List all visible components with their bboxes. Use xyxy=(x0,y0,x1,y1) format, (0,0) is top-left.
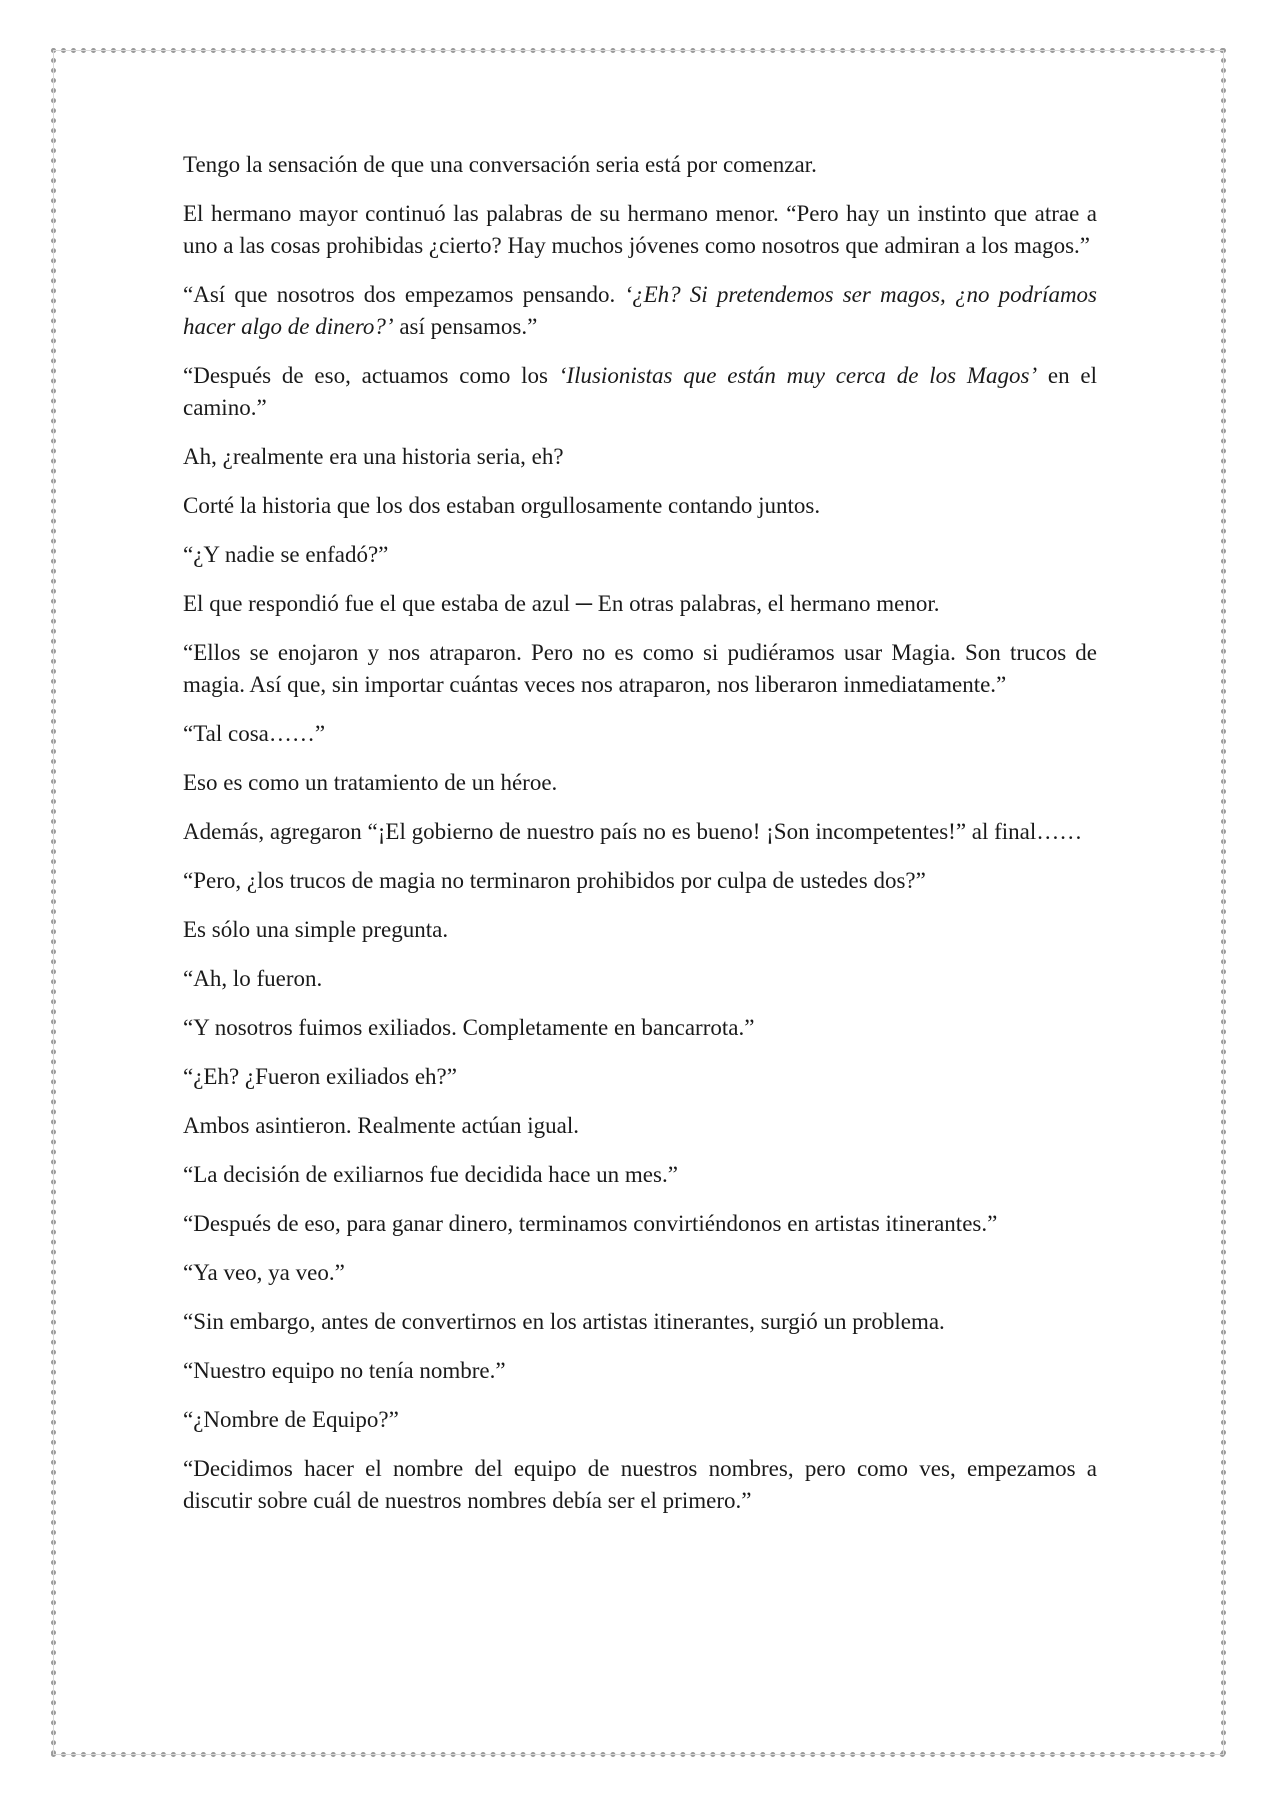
paragraph-text: “Ya veo, ya veo.” xyxy=(183,1260,345,1285)
paragraph xyxy=(183,539,1097,571)
paragraph xyxy=(183,816,1097,848)
paragraph xyxy=(183,1208,1097,1240)
paragraph-text: “Tal cosa……” xyxy=(183,721,326,746)
paragraph-text: “¿Nombre de Equipo?” xyxy=(183,1407,399,1432)
paragraph-text: en el camino.” xyxy=(183,363,1097,420)
paragraph xyxy=(183,1012,1097,1044)
document-body xyxy=(183,149,1097,1534)
paragraph-text: “Así que nosotros dos empezamos pensando. xyxy=(183,282,625,307)
paragraph-text: Además, agregaron “¡El gobierno de nuestro país no es bueno! ¡Son incompetentes!” al final…… xyxy=(183,819,1083,844)
paragraph-text: “Después de eso, actuamos como los xyxy=(183,363,559,388)
paragraph-text: Tengo la sensación de que una conversación seria está por comenzar. xyxy=(183,152,817,177)
paragraph xyxy=(183,1257,1097,1289)
paragraph xyxy=(183,914,1097,946)
paragraph xyxy=(183,767,1097,799)
paragraph xyxy=(183,360,1097,424)
paragraph xyxy=(183,588,1097,620)
paragraph xyxy=(183,637,1097,701)
paragraph xyxy=(183,149,1097,181)
paragraph xyxy=(183,279,1097,343)
paragraph-text: Eso es como un tratamiento de un héroe. xyxy=(183,770,558,795)
paragraph-text: “Ah, lo fueron. xyxy=(183,966,323,991)
paragraph xyxy=(183,490,1097,522)
italic-text: ‘¿Eh? Si pretendemos ser magos, ¿no podríamos hacer algo de dinero?’ xyxy=(183,282,1098,339)
paragraph-text: “Pero, ¿los trucos de magia no terminaron prohibidos por culpa de ustedes dos?” xyxy=(183,868,926,893)
paragraph xyxy=(183,718,1097,750)
paragraph xyxy=(183,963,1097,995)
paragraph-text: “¿Eh? ¿Fueron exiliados eh?” xyxy=(183,1064,457,1089)
paragraph xyxy=(183,1404,1097,1436)
paragraph-text: Ambos asintieron. Realmente actúan igual. xyxy=(183,1113,579,1138)
paragraph xyxy=(183,198,1097,262)
paragraph-text: “¿Y nadie se enfadó?” xyxy=(183,542,389,567)
paragraph-text: El hermano mayor continuó las palabras de su hermano menor. “Pero hay un instinto que atrae a uno a las cosas prohibidas ¿cierto? Hay muchos jóvenes como nosotros que admiran a los magos.” xyxy=(183,201,1097,258)
paragraph-text: “Después de eso, para ganar dinero, terminamos convirtiéndonos en artistas itinerantes.” xyxy=(183,1211,998,1236)
paragraph-text: Ah, ¿realmente era una historia seria, eh? xyxy=(183,444,564,469)
paragraph xyxy=(183,1355,1097,1387)
italic-text: ‘Ilusionistas que están muy cerca de los Magos’ xyxy=(558,363,1038,388)
paragraph xyxy=(183,441,1097,473)
paragraph-text: “La decisión de exiliarnos fue decidida hace un mes.” xyxy=(183,1162,678,1187)
paragraph-text: “Y nosotros fuimos exiliados. Completamente en bancarrota.” xyxy=(183,1015,755,1040)
paragraph-text: Es sólo una simple pregunta. xyxy=(183,917,449,942)
paragraph xyxy=(183,1306,1097,1338)
paragraph-text: “Ellos se enojaron y nos atraparon. Pero no es como si pudiéramos usar Magia. Son trucos de magia. Así que, sin importar cuántas veces nos atraparon, nos liberaron inmediatamente.” xyxy=(183,640,1097,697)
paragraph-text: Corté la historia que los dos estaban orgullosamente contando juntos. xyxy=(183,493,821,518)
paragraph-text: “Nuestro equipo no tenía nombre.” xyxy=(183,1358,506,1383)
paragraph-text: “Decidimos hacer el nombre del equipo de nuestros nombres, pero como ves, empezamos a discutir sobre cuál de nuestros nombres debía ser el primero.” xyxy=(183,1456,1097,1513)
paragraph-text: El que respondió fue el que estaba de azul ─ En otras palabras, el hermano menor. xyxy=(183,591,940,616)
paragraph xyxy=(183,1159,1097,1191)
paragraph xyxy=(183,1110,1097,1142)
paragraph-text: “Sin embargo, antes de convertirnos en los artistas itinerantes, surgió un problema. xyxy=(183,1309,945,1334)
paragraph xyxy=(183,1453,1097,1517)
paragraph-text: así pensamos.” xyxy=(393,314,538,339)
paragraph xyxy=(183,865,1097,897)
paragraph xyxy=(183,1061,1097,1093)
